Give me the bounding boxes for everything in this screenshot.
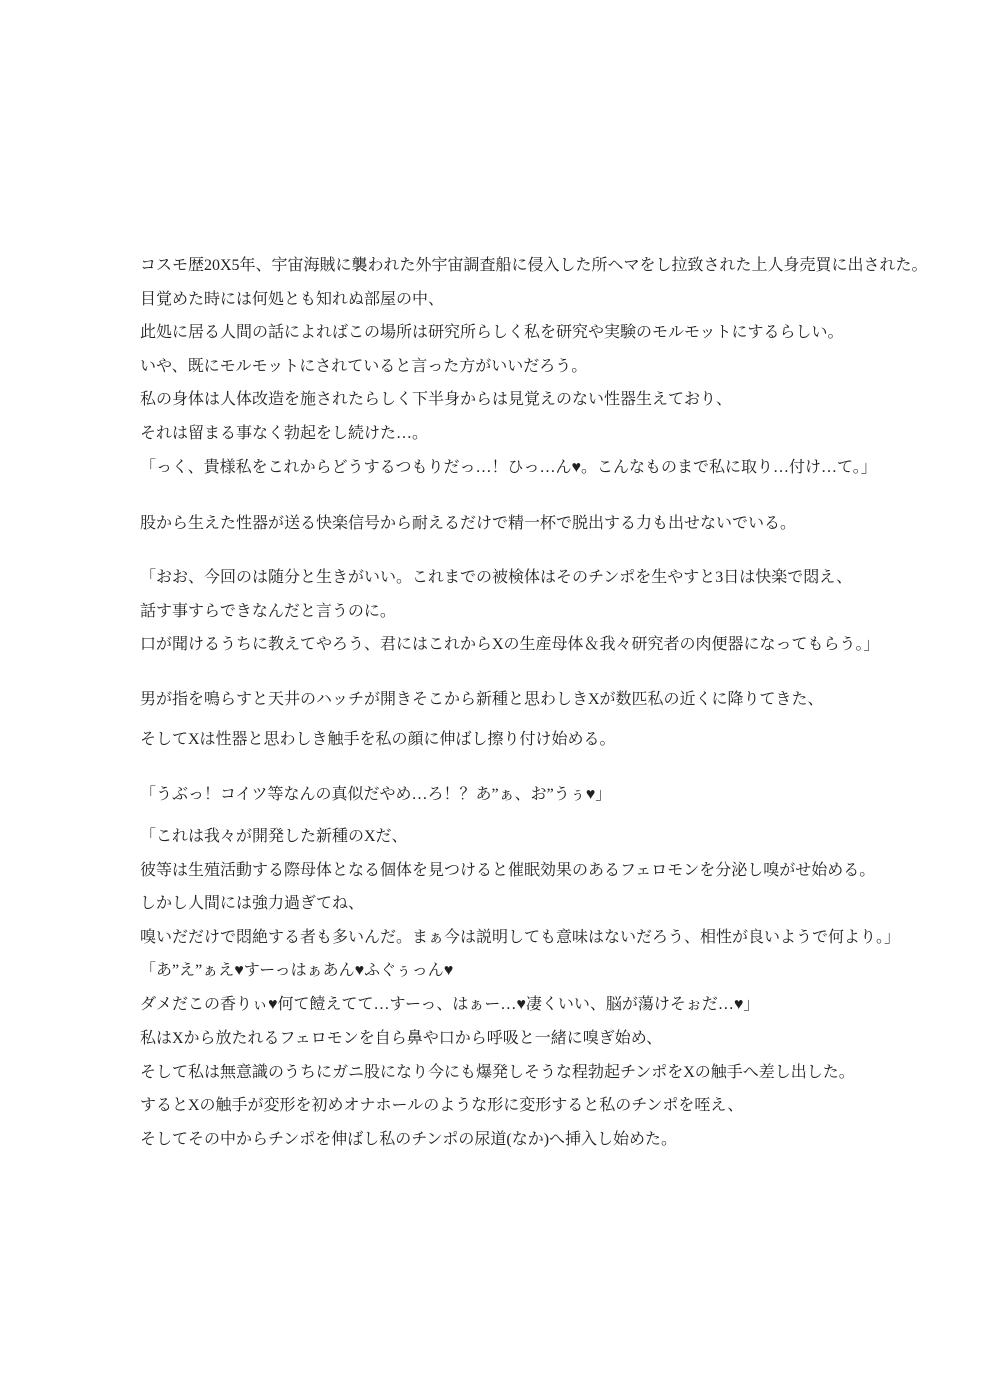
text-line: 彼等は生殖活動する際母体となる個体を見つけると催眠効果のあるフェロモンを分泌し嗅がせ始める。 bbox=[140, 861, 876, 879]
text-line: 「うぶっ！コイツ等なんの真似だやめ…ろ！？あ”ぁ、お”うぅ♥」 bbox=[140, 785, 612, 803]
text-line: 此処に居る人間の話によればこの場所は研究所らしく私を研究や実験のモルモットにするらしい。 bbox=[140, 324, 844, 341]
text-line: 「これは我々が開発した新種のXだ、 bbox=[140, 828, 408, 845]
text-line: 「っく、貴様私をこれからどうするつもりだっ…！ひっ…ん♥。こんなものまで私に取り…付け…て。」 bbox=[140, 459, 877, 476]
paragraph bbox=[140, 954, 940, 1021]
paragraph bbox=[140, 820, 940, 954]
paragraph bbox=[140, 507, 940, 541]
paragraph bbox=[140, 249, 940, 450]
text-line: そして私は無意識のうちにガニ股になり今にも爆発しそうな程勃起チンポをXの触手へ差し出した。 bbox=[140, 1063, 855, 1081]
text-line: 私はXから放たれるフェロモンを自ら鼻や口から呼吸と一緒に嗅ぎ始め、 bbox=[140, 1030, 663, 1047]
text-line: そしてその中からチンポを伸ばし私のチンポの尿道(なか)へ挿入し始めた。 bbox=[140, 1130, 678, 1148]
text-line: するとXの触手が変形を初めオナホールのような形に変形すると私のチンポを咥え、 bbox=[140, 1097, 744, 1114]
text-line: 「おお、今回のは随分と生きがいい。これまでの被検体はそのチンポを生やすと3日は快楽で悶え、 bbox=[140, 569, 853, 586]
paragraph bbox=[140, 683, 940, 717]
paragraph bbox=[140, 778, 940, 812]
text-line: 男が指を鳴らすと天井のハッチが開きそこから新種と思わしきXが数匹私の近くに降りてきた、 bbox=[140, 690, 824, 708]
text-line: いや、既にモルモットにされていると言った方がいいだろう。 bbox=[140, 357, 588, 375]
text-line: しかし人間には強力過ぎてね、 bbox=[140, 895, 365, 912]
text-line: 話す事すらできなんだと言うのに。 bbox=[140, 602, 396, 620]
text-line: コスモ歴20X5年、宇宙海賊に襲われた外宇宙調査船に侵入した所ヘマをし拉致された上人身売買に出された。 bbox=[140, 257, 928, 274]
text-line: それは留まる事なく勃起をし続けた…。 bbox=[140, 424, 429, 442]
paragraph bbox=[140, 451, 940, 485]
paragraph bbox=[140, 1022, 940, 1156]
paragraph bbox=[140, 723, 940, 757]
text-line: 口が聞けるうちに教えてやろう、君にはこれからXの生産母体＆我々研究者の肉便器になってもらう。」 bbox=[140, 636, 880, 653]
text-line: 目覚めた時には何処とも知れぬ部屋の中、 bbox=[140, 290, 445, 308]
text-line: 嗅いだだけで悶絶する者も多いんだ。まぁ今は説明しても意味はないだろう、相性が良いようで何より。」 bbox=[140, 928, 901, 946]
text-line: そしてXは性器と思わしき触手を私の顔に伸ばし擦り付け始める。 bbox=[140, 731, 616, 748]
text-line: 股から生えた性器が送る快楽信号から耐えるだけで精一杯で脱出する力も出せないでいる。 bbox=[140, 514, 797, 532]
text-line: 私の身体は人体改造を施されたらしく下半身からは見覚えのない性器生えており、 bbox=[140, 391, 733, 408]
text-block bbox=[140, 249, 940, 1156]
text-line: ダメだこの香りぃ♥何て饐えてて…すーっ、はぁー…♥凄くいい、脳が蕩けそぉだ…♥」 bbox=[140, 995, 760, 1013]
text-line: 「あ”え”ぁえ♥すーっはぁあん♥ふぐぅっん♥ bbox=[140, 962, 454, 979]
paragraph bbox=[140, 561, 940, 662]
